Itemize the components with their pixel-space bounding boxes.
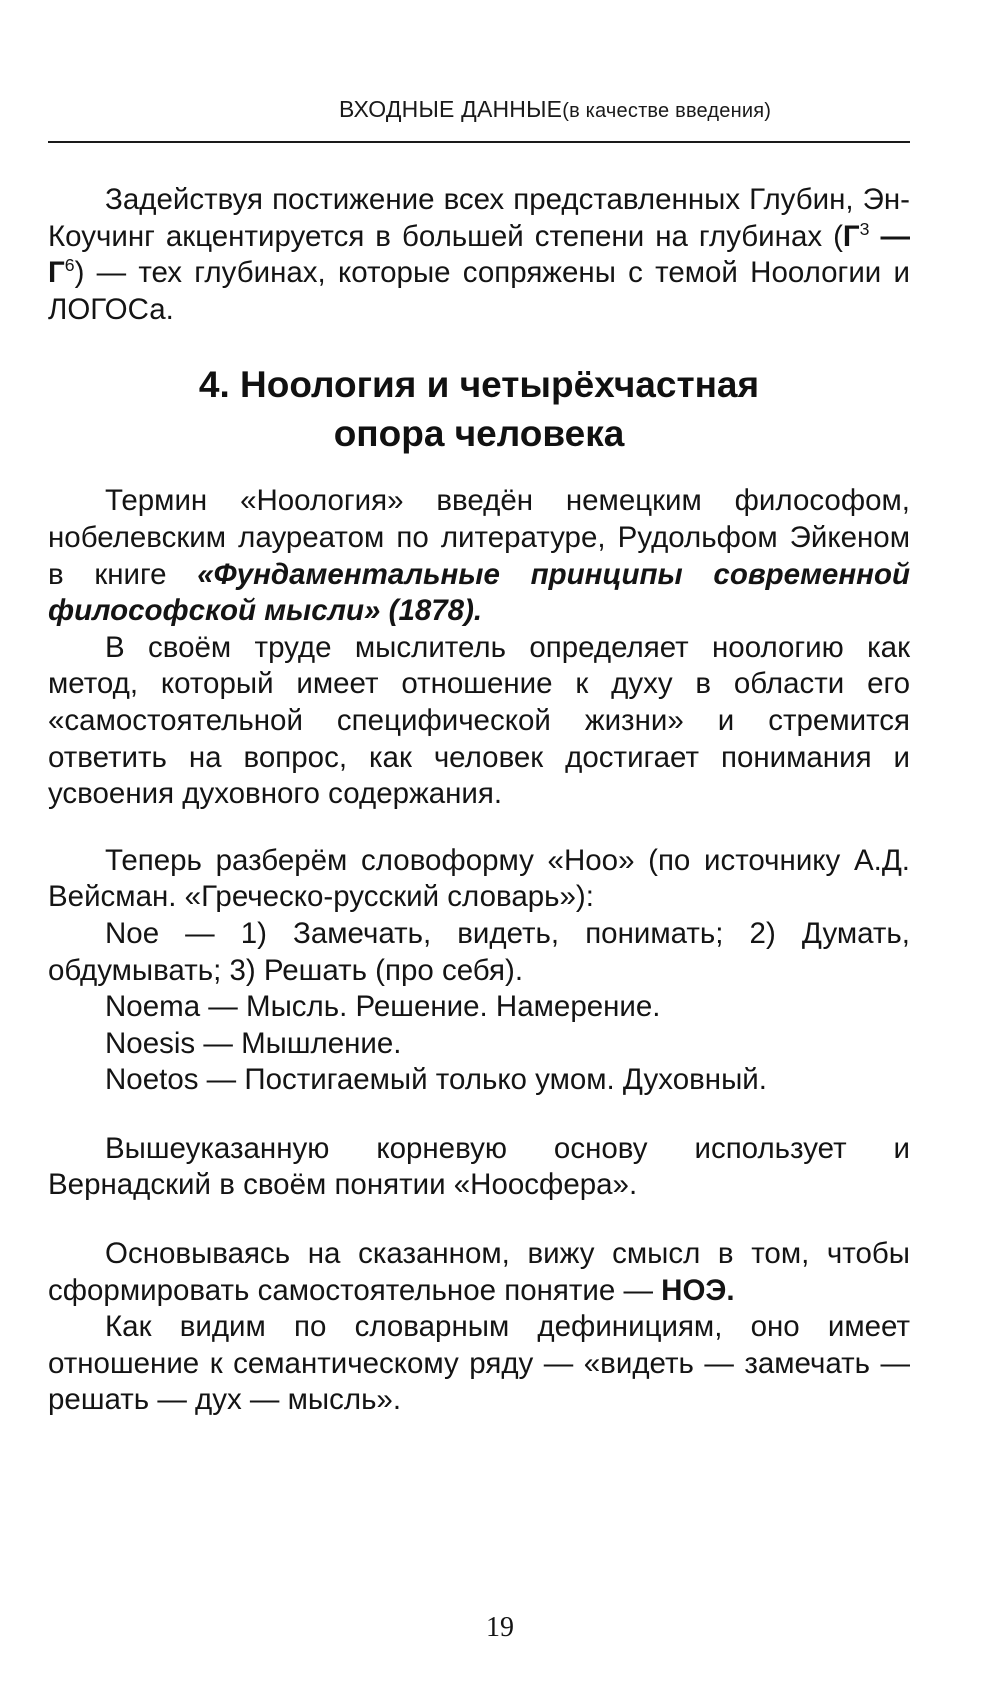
depth-superscript-end: 6 (64, 255, 75, 276)
page-number: 19 (486, 1612, 514, 1643)
conclusion-text: Основываясь на сказанном, вижу смысл в том, чтобы сформировать самостоятельное понятие — (48, 1237, 910, 1307)
header-rule (48, 141, 910, 143)
running-header-sub: (в качестве введения) (562, 100, 772, 122)
conclusion-paragraph (48, 1236, 910, 1309)
section-title (48, 360, 910, 458)
dictionary-entry-noesis: Noesis — Мышление. (105, 1026, 402, 1060)
dictionary-entry-noe: Noe — 1) Замечать, видеть, понимать; 2) Думать, обдумывать; 3) Решать (про себя). (48, 916, 910, 987)
term-paragraph (48, 483, 910, 629)
noe-term: НОЭ. (661, 1273, 735, 1307)
intro-text-a: Задействуя постижение всех представленных Глубин, Эн-Коучинг акцентируется в большей степени на глубинах ( (48, 183, 910, 253)
depth-superscript-start: 3 (859, 218, 870, 239)
page-body (48, 182, 910, 1419)
book-title: «Фундаментальные принципы современной философской мысли» (1878). (48, 557, 910, 628)
depth-symbol-end: Г (48, 256, 65, 290)
word-analysis-intro: Теперь разберём словоформу «Ноо» (по источнику А.Д. Вейсман. «Греческо-русский словарь»): (48, 843, 910, 914)
term-paragraph-text: Термин «Ноология» введён немецким философом, нобелевским лауреатом по литературе, Рудольфом Эйкеном в книге (48, 484, 910, 591)
final-paragraph: Как видим по словарным дефинициям, оно имеет отношение к семантическому ряду — «видеть — замечать — решать — дух — мысль». (48, 1310, 910, 1417)
section-title-line-1: 4. Ноология и четырёхчастная (198, 364, 760, 406)
dictionary-entry-noetos: Noetos — Постигаемый только умом. Духовный. (105, 1063, 767, 1097)
depth-symbol-start: Г (842, 219, 860, 253)
section-title-line-2: опора человека (333, 413, 625, 455)
running-header-main: ВХОДНЫЕ ДАННЫЕ (339, 96, 563, 122)
intro-paragraph (48, 182, 910, 328)
running-header (339, 92, 919, 128)
vernadsky-paragraph: Вышеуказанную корневую основу использует и Вернадский в своём понятии «Ноосфера». (48, 1131, 910, 1202)
dictionary-entry-noema: Noema — Мысль. Решение. Намерение. (105, 990, 661, 1024)
method-paragraph: В своём труде мыслитель определяет ноологию как метод, который имеет отношение к духу в области его «самостоятельной специфической жизни» и стремится ответить на вопрос, как человек достигает понимания и усвоения духовного содержания. (48, 630, 910, 811)
depth-range-dash: — (869, 219, 910, 253)
intro-text-b: ) — тех глубинах, которые сопряжены с темой Ноологии и ЛОГОСа. (48, 256, 910, 326)
